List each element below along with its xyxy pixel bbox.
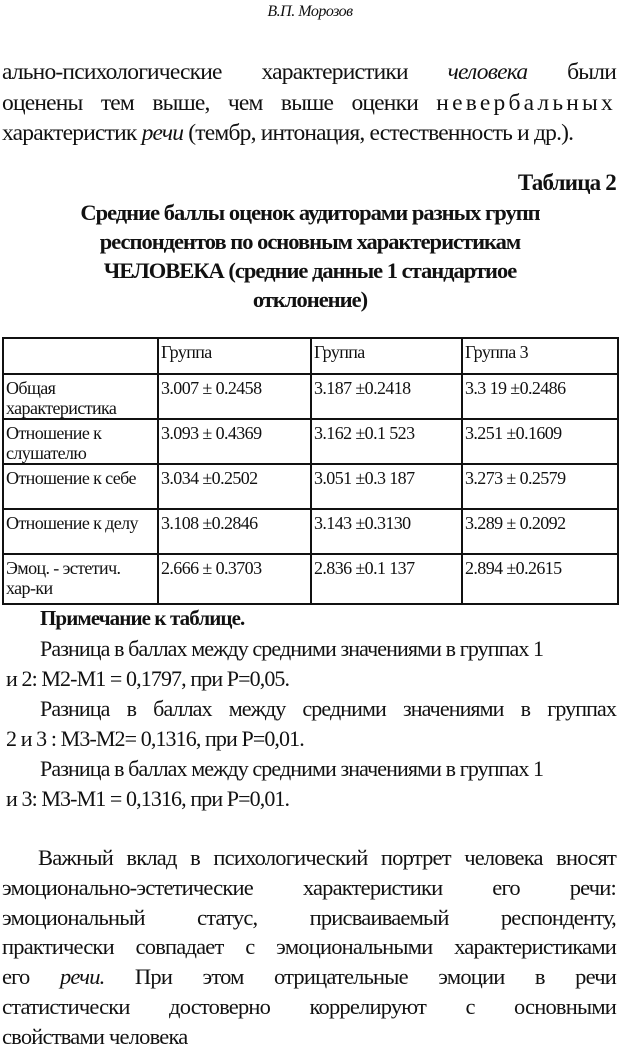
running-head-author: В.П. Морозов <box>267 3 353 20</box>
text: оценены тем выше, чем выше оценки <box>2 89 418 116</box>
row-label: слушателю <box>6 443 87 463</box>
note-line: и 3: М3-М1 = 0,1316, при Р=0,01. <box>6 786 290 811</box>
table-title-line: отклонение) <box>252 287 368 312</box>
emphasis-text: человека <box>447 59 528 85</box>
emphasis-text: речи. <box>59 964 105 990</box>
row-label-cell <box>3 419 158 464</box>
value-cell: 2.894 ±0.2615 <box>462 554 618 604</box>
row-label: Общая <box>6 378 56 398</box>
row-label-cell <box>3 464 158 509</box>
text: характеристики <box>261 59 408 85</box>
intro-line-2 <box>2 88 616 119</box>
closing-paragraph <box>2 843 616 1052</box>
header-cell-group-3: Группа 3 <box>462 338 618 374</box>
table-row <box>3 554 618 604</box>
table-note-item-1 <box>6 634 616 694</box>
table-row <box>3 509 618 554</box>
paragraph-line: практически совпадает с эмоциональными характеристиками <box>2 934 616 960</box>
value-cell: 3.034 ±0.2502 <box>158 464 311 509</box>
table-title-line: ЧЕЛОВЕКА (средние данные 1 стандартиое <box>103 258 517 283</box>
value-cell: 3.162 ±0.1 523 <box>311 419 462 464</box>
note-line: Разница в баллах между средними значениями в группах 1 <box>40 636 544 661</box>
value-cell: 3.251 ±0.1609 <box>462 419 618 464</box>
table-label: Таблица 2 <box>517 170 616 195</box>
table-note-item-3 <box>6 754 616 814</box>
value-cell: 3.273 ± 0.2579 <box>462 464 618 509</box>
value-cell: 3.093 ± 0.4369 <box>158 419 311 464</box>
text: При этом отрицательные эмоции в речи <box>134 964 616 990</box>
value-cell: 3.187 ±0.2418 <box>311 374 462 419</box>
row-label: Отношение к себе <box>6 468 136 488</box>
table-row <box>3 464 618 509</box>
table-title <box>40 198 580 314</box>
table-note-item-2 <box>6 694 616 754</box>
row-label: хар-ки <box>6 578 53 598</box>
emphasis-text: речи <box>141 120 184 146</box>
value-cell: 2.666 ± 0.3703 <box>158 554 311 604</box>
header-cell-group-1: Группа <box>158 338 311 374</box>
intro-line-1 <box>2 57 616 88</box>
value-cell: 3.3 19 ±0.2486 <box>462 374 618 419</box>
text: характеристик <box>2 120 137 146</box>
row-label-cell <box>3 554 158 604</box>
paragraph-line: эмоциональный статус, присваиваемый респонденту, <box>2 904 616 930</box>
table-note-title: Примечание к таблице. <box>40 606 245 630</box>
note-line: Разница в баллах между средними значениями в группах <box>40 696 616 721</box>
value-cell: 3.289 ± 0.2092 <box>462 509 618 554</box>
row-label: характеристика <box>6 398 117 418</box>
value-cell: 2.836 ±0.1 137 <box>311 554 462 604</box>
paragraph-line: свойствами человека <box>2 1023 188 1049</box>
row-label-cell <box>3 374 158 419</box>
table-row <box>3 374 618 419</box>
table-header-row <box>3 338 618 374</box>
note-line: Разница в баллах между средними значениями в группах 1 <box>40 756 544 781</box>
table-title-line: Средние баллы оценок аудиторами разных групп <box>80 200 540 225</box>
table-title-line: респондентов по основным характеристикам <box>99 229 521 254</box>
value-cell: 3.051 ±0.3 187 <box>311 464 462 509</box>
value-cell: 3.007 ± 0.2458 <box>158 374 311 419</box>
spaced-text: невербальных <box>436 89 616 116</box>
row-label: Отношение к <box>6 423 102 443</box>
paragraph-line: статистически достоверно коррелируют с основными <box>2 993 616 1019</box>
paragraph-line <box>2 962 616 992</box>
text: были <box>567 59 616 85</box>
intro-line-3 <box>2 118 616 149</box>
value-cell: 3.143 ±0.3130 <box>311 509 462 554</box>
value-cell: 3.108 ±0.2846 <box>158 509 311 554</box>
row-label: Отношение к делу <box>6 513 138 533</box>
header-cell-empty <box>3 338 158 374</box>
text: (тембр, интонация, естественность и др.). <box>188 120 574 146</box>
note-line: 2 и 3 : М3-М2= 0,1316, при Р=0,01. <box>6 726 304 751</box>
note-line: и 2: М2-М1 = 0,1797, при Р=0,05. <box>6 666 290 691</box>
intro-paragraph <box>2 57 616 149</box>
text: ально-психологические <box>2 59 222 85</box>
paragraph-line: Важный вклад в психологический портрет человека вносят <box>38 845 616 870</box>
row-label-cell <box>3 509 158 554</box>
paragraph-line: эмоционально-эстетические характеристики его речи: <box>2 874 616 900</box>
scores-table <box>2 337 619 605</box>
table-row <box>3 419 618 464</box>
header-cell-group-2: Группа <box>311 338 462 374</box>
row-label: Эмоц. - эстетич. <box>6 558 121 578</box>
text: его <box>2 964 30 990</box>
